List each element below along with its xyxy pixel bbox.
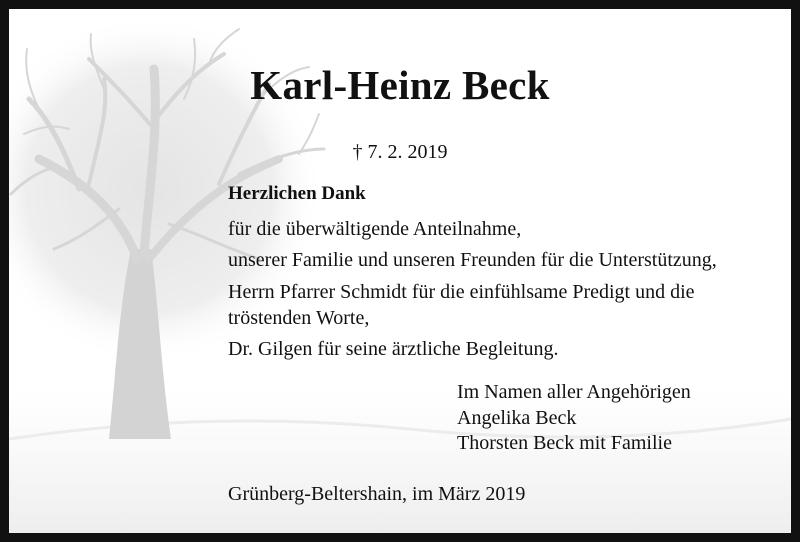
deceased-name: Karl-Heinz Beck xyxy=(250,62,550,108)
body-line: Dr. Gilgen für seine ärztliche Begleitung. xyxy=(228,338,559,360)
body-line: für die überwältigende Anteilnahme, xyxy=(228,218,522,240)
signature-line: Angelika Beck xyxy=(457,407,577,429)
signature-line: Im Namen aller Angehörigen xyxy=(457,381,691,403)
place-date: Grünberg-Beltershain, im März 2019 xyxy=(228,483,526,505)
thanks-heading: Herzlichen Dank xyxy=(228,183,366,204)
death-date: † 7. 2. 2019 xyxy=(352,141,448,163)
body-line: tröstenden Worte, xyxy=(228,307,370,329)
body-line: unserer Familie und unseren Freunden für die Unterstützung, xyxy=(228,249,717,271)
signature-line: Thorsten Beck mit Familie xyxy=(457,432,672,454)
body-line: Herrn Pfarrer Schmidt für die einfühlsame Predigt und die xyxy=(228,281,695,303)
